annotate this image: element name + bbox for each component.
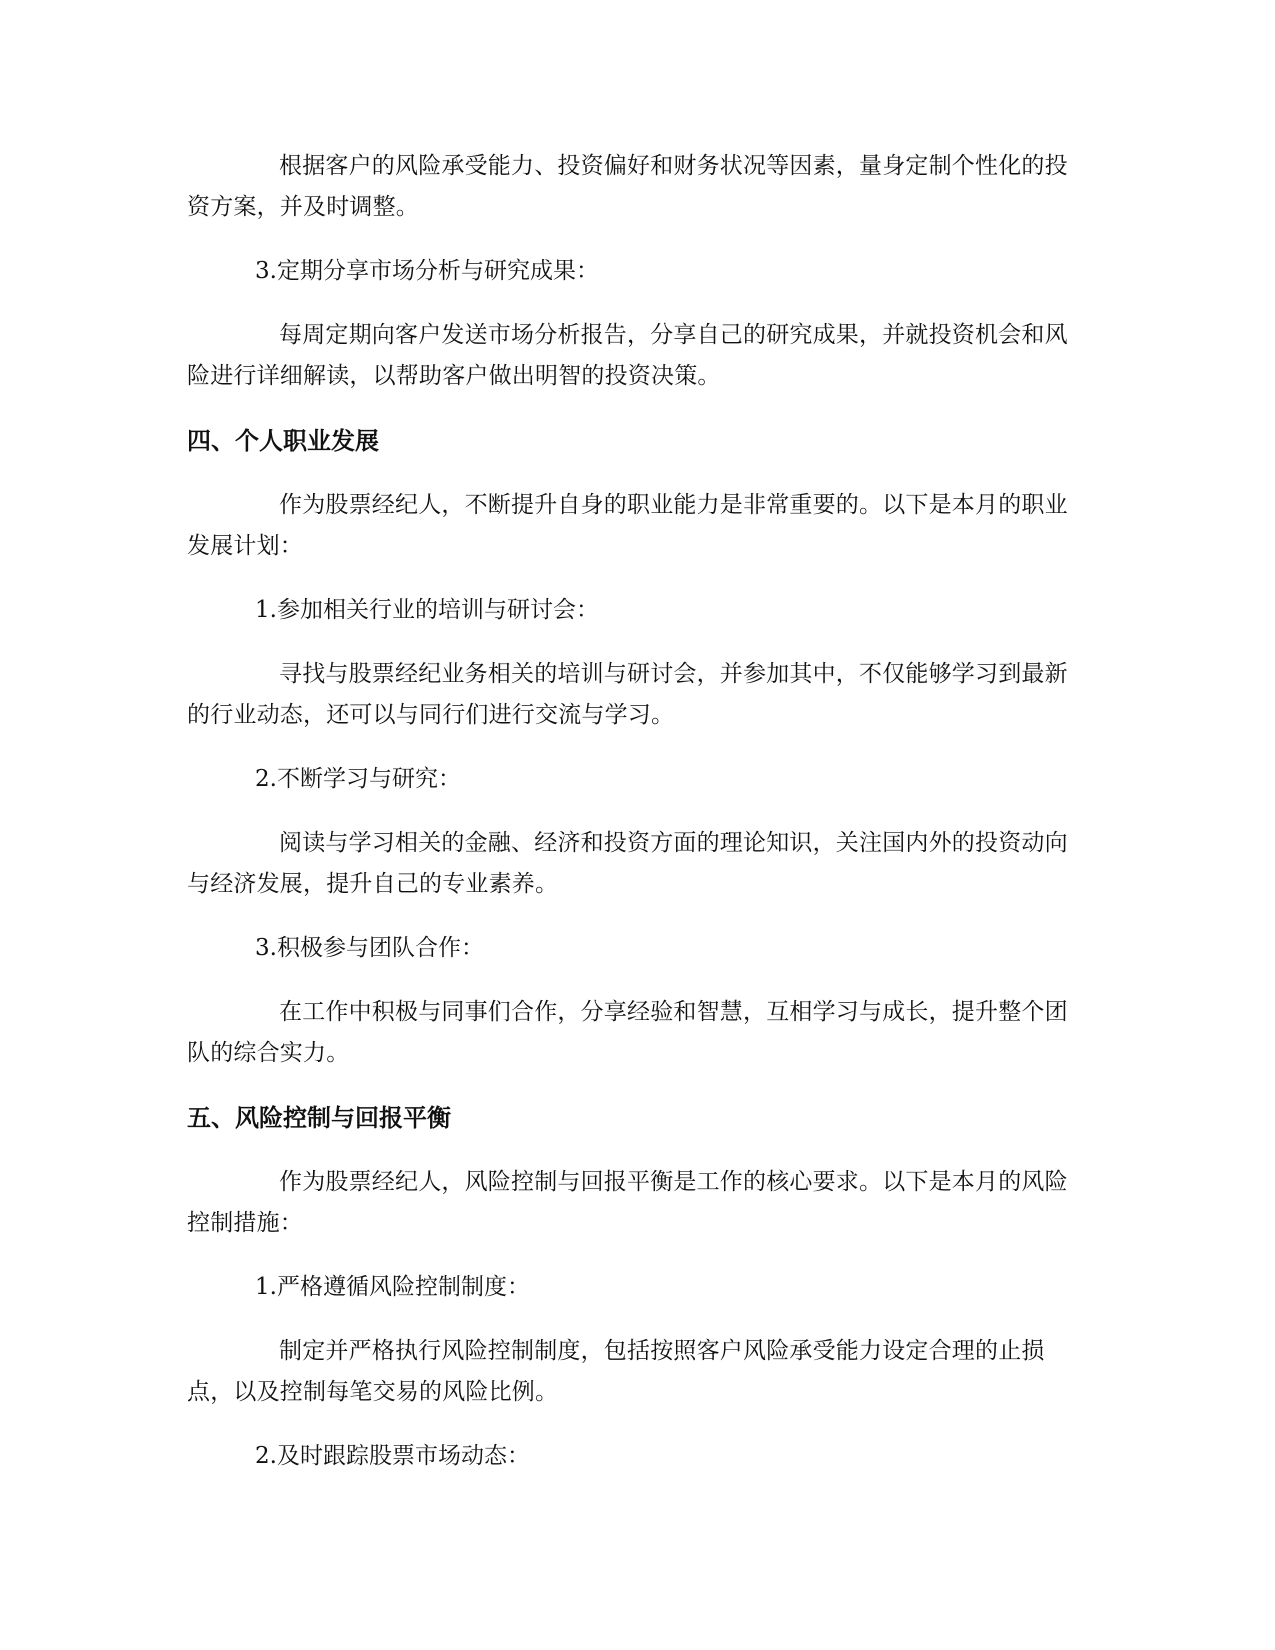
list-item: 3.积极参与团队合作： [255, 935, 484, 961]
paragraph: 阅读与学习相关的金融、经济和投资方面的理论知识，关注国内外的投资动向与经济发展，提升自己的专业素养。 [187, 830, 1068, 897]
paragraph: 寻找与股票经纪业务相关的培训与研讨会，并参加其中，不仅能够学习到最新的行业动态，还可以与同行们进行交流与学习。 [187, 661, 1068, 728]
list-item: 1.参加相关行业的培训与研讨会： [255, 597, 599, 623]
spacer [187, 462, 1084, 485]
list-item: 2.不断学习与研究： [255, 766, 461, 792]
spacer [187, 1139, 1084, 1162]
spacer [187, 1244, 1084, 1267]
spacer [187, 969, 1084, 992]
paragraph: 根据客户的风险承受能力、投资偏好和财务状况等因素，量身定制个性化的投资方案，并及时调整。 [187, 153, 1068, 220]
spacer [187, 292, 1084, 315]
paragraph: 每周定期向客户发送市场分析报告，分享自己的研究成果，并就投资机会和风险进行详细解读，以帮助客户做出明智的投资决策。 [187, 322, 1068, 389]
spacer [187, 800, 1084, 823]
section-heading: 四、个人职业发展 [187, 427, 379, 455]
section-heading: 五、风险控制与回报平衡 [187, 1104, 451, 1132]
paragraph: 作为股票经纪人，风险控制与回报平衡是工作的核心要求。以下是本月的风险控制措施： [187, 1169, 1068, 1236]
spacer [187, 905, 1084, 928]
spacer [187, 736, 1084, 759]
list-item: 2.及时跟踪股票市场动态： [255, 1443, 530, 1469]
spacer [187, 228, 1084, 251]
paragraph: 作为股票经纪人，不断提升自身的职业能力是非常重要的。以下是本月的职业发展计划： [187, 492, 1068, 559]
list-item: 1.严格遵循风险控制制度： [255, 1274, 530, 1300]
spacer [187, 1308, 1084, 1331]
spacer [187, 631, 1084, 654]
spacer [187, 1074, 1084, 1098]
paragraph: 在工作中积极与同事们合作，分享经验和智慧，互相学习与成长，提升整个团队的综合实力。 [187, 999, 1068, 1066]
list-item: 3.定期分享市场分析与研究成果： [255, 258, 599, 284]
paragraph: 制定并严格执行风险控制制度，包括按照客户风险承受能力设定合理的止损点，以及控制每笔交易的风险比例。 [187, 1338, 1045, 1405]
document-body [187, 146, 1084, 1477]
spacer [187, 1413, 1084, 1436]
spacer [187, 567, 1084, 590]
spacer [187, 397, 1084, 421]
